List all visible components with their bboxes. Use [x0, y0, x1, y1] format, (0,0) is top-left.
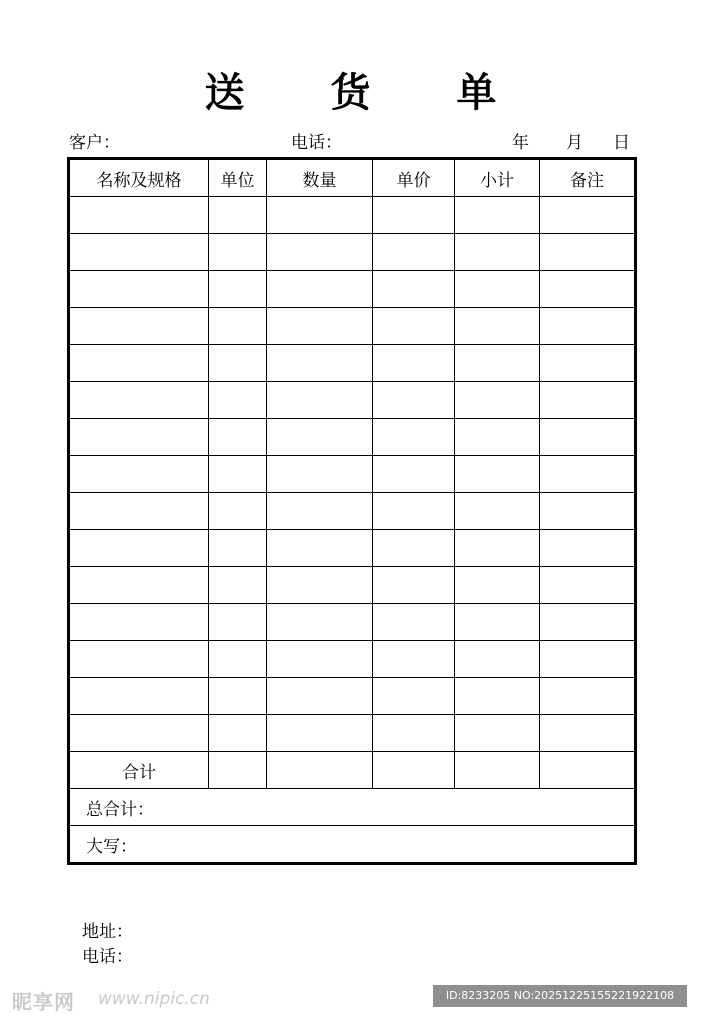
- table-cell: [209, 197, 267, 234]
- table-cell: [69, 419, 209, 456]
- table-cell: [373, 271, 455, 308]
- table-cell: [455, 641, 540, 678]
- table-cell: [373, 308, 455, 345]
- table-cell: [540, 308, 636, 345]
- table-cell: [209, 308, 267, 345]
- column-header-remarks: 备注: [540, 159, 636, 197]
- table-cell: [540, 641, 636, 678]
- column-header-quantity: 数量: [267, 159, 373, 197]
- table-cell: [455, 234, 540, 271]
- table-cell: [69, 678, 209, 715]
- table-row: [69, 715, 636, 752]
- day-label: 日: [613, 133, 630, 153]
- table-cell: [373, 752, 455, 789]
- table-cell: [455, 419, 540, 456]
- table-cell: [69, 197, 209, 234]
- grand-total-row: [69, 789, 636, 826]
- table-row: [69, 604, 636, 641]
- table-cell: [540, 197, 636, 234]
- table-row: [69, 234, 636, 271]
- table-cell: [267, 197, 373, 234]
- table-cell: [455, 456, 540, 493]
- amount-in-words-row: [69, 826, 636, 864]
- table-row: [69, 678, 636, 715]
- table-cell: [209, 715, 267, 752]
- table-cell: [69, 493, 209, 530]
- table-cell: [373, 678, 455, 715]
- table-cell: [209, 419, 267, 456]
- table-cell: [373, 493, 455, 530]
- table-row: [69, 345, 636, 382]
- table-cell: [69, 604, 209, 641]
- table-cell: [540, 419, 636, 456]
- table-cell: [267, 678, 373, 715]
- table-cell: [540, 456, 636, 493]
- table-cell: [267, 271, 373, 308]
- table-cell: [540, 530, 636, 567]
- table-cell: [209, 345, 267, 382]
- table-cell: [267, 419, 373, 456]
- table-cell: [540, 752, 636, 789]
- table-cell: [69, 271, 209, 308]
- grand-total-label: 总合计：: [69, 789, 636, 826]
- table-cell: [209, 752, 267, 789]
- table-cell: [373, 530, 455, 567]
- table-cell: [209, 604, 267, 641]
- table-row: [69, 382, 636, 419]
- table-cell: [267, 382, 373, 419]
- table-cell: [455, 752, 540, 789]
- table-row: [69, 308, 636, 345]
- table-cell: [267, 604, 373, 641]
- table-cell: [455, 345, 540, 382]
- table-cell: [69, 715, 209, 752]
- table-row: [69, 271, 636, 308]
- table-row: [69, 456, 636, 493]
- phone-label: 电话：: [291, 133, 342, 153]
- table-cell: [69, 641, 209, 678]
- table-cell: [373, 604, 455, 641]
- table-cell: [540, 345, 636, 382]
- table-cell: [267, 456, 373, 493]
- subtotal-label: 合计: [69, 752, 209, 789]
- table-cell: [69, 308, 209, 345]
- table-cell: [209, 234, 267, 271]
- watermark-url: www.nipic.cn: [98, 989, 210, 1009]
- delivery-table: [67, 157, 637, 865]
- amount-in-words-label: 大写：: [69, 826, 636, 864]
- table-cell: [267, 308, 373, 345]
- subtotal-row: [69, 752, 636, 789]
- table-cell: [267, 234, 373, 271]
- table-cell: [209, 530, 267, 567]
- column-header-name-spec: 名称及规格: [69, 159, 209, 197]
- table-cell: [209, 641, 267, 678]
- table-cell: [373, 234, 455, 271]
- table-cell: [455, 197, 540, 234]
- table-cell: [267, 493, 373, 530]
- table-cell: [455, 715, 540, 752]
- table-row: [69, 530, 636, 567]
- table-cell: [455, 382, 540, 419]
- table-cell: [69, 382, 209, 419]
- table-cell: [209, 456, 267, 493]
- table-cell: [540, 271, 636, 308]
- table-row: [69, 493, 636, 530]
- table-row: [69, 567, 636, 604]
- table-cell: [455, 567, 540, 604]
- table-cell: [373, 641, 455, 678]
- table-cell: [209, 678, 267, 715]
- table-cell: [267, 345, 373, 382]
- table-row: [69, 197, 636, 234]
- table-cell: [267, 752, 373, 789]
- table-cell: [69, 456, 209, 493]
- table-cell: [373, 345, 455, 382]
- table-cell: [540, 382, 636, 419]
- table-cell: [373, 567, 455, 604]
- watermark-id-badge: ID:8233205 NO:20251225155221922108: [433, 985, 687, 1007]
- table-cell: [69, 530, 209, 567]
- table-cell: [455, 271, 540, 308]
- table-cell: [455, 308, 540, 345]
- column-header-subtotal: 小计: [455, 159, 540, 197]
- address-label: 地址：: [82, 922, 133, 942]
- table-cell: [373, 197, 455, 234]
- table-cell: [373, 456, 455, 493]
- table-cell: [455, 493, 540, 530]
- month-label: 月: [566, 133, 583, 153]
- table-cell: [267, 715, 373, 752]
- table-cell: [209, 382, 267, 419]
- table-cell: [455, 604, 540, 641]
- table-cell: [455, 530, 540, 567]
- table-cell: [267, 567, 373, 604]
- table-cell: [209, 271, 267, 308]
- table-cell: [373, 715, 455, 752]
- table-row: [69, 419, 636, 456]
- table-header-row: [69, 159, 636, 197]
- table-cell: [540, 234, 636, 271]
- table-cell: [540, 678, 636, 715]
- table-cell: [69, 567, 209, 604]
- footer-phone-label: 电话：: [82, 947, 133, 967]
- table-cell: [69, 345, 209, 382]
- table-cell: [69, 234, 209, 271]
- table-cell: [373, 382, 455, 419]
- table-cell: [540, 567, 636, 604]
- watermark-logo: 昵享网: [12, 990, 75, 1014]
- table-cell: [267, 530, 373, 567]
- customer-label: 客户：: [69, 133, 120, 153]
- table-cell: [209, 493, 267, 530]
- form-title: 送 货 单: [204, 69, 533, 116]
- table-row: [69, 641, 636, 678]
- table-cell: [267, 641, 373, 678]
- column-header-unit-price: 单价: [373, 159, 455, 197]
- table-cell: [209, 567, 267, 604]
- column-header-unit: 单位: [209, 159, 267, 197]
- table-cell: [455, 678, 540, 715]
- table-cell: [540, 493, 636, 530]
- year-label: 年: [512, 133, 529, 153]
- table-cell: [373, 419, 455, 456]
- table-cell: [540, 715, 636, 752]
- table-cell: [540, 604, 636, 641]
